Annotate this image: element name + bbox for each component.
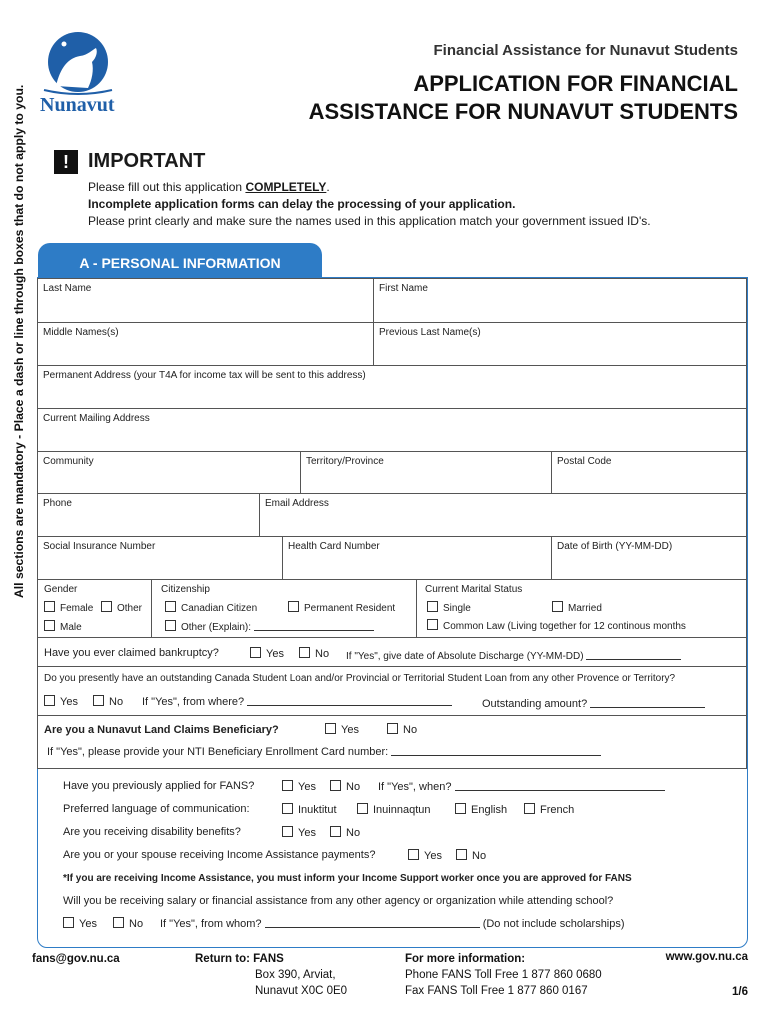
section-a-tab: A - PERSONAL INFORMATION [38,243,322,277]
discharge-date-question[interactable] [346,649,681,662]
discharge-date-line[interactable] [586,649,681,660]
no-label: No [129,918,144,930]
nlc-question: Are you a Nunavut Land Claims Beneficiary? [44,724,279,736]
where-label: If "Yes", from where? [142,696,245,708]
citizenship-other-option[interactable] [165,620,374,633]
no-label: No [346,827,361,839]
single-option[interactable] [427,601,471,614]
checkbox-icon[interactable] [427,601,438,612]
checkbox-icon[interactable] [330,826,341,837]
side-mandatory-note: All sections are mandatory - Place a dash or line through boxes that do not apply to you. [12,84,26,598]
checkbox-icon[interactable] [165,601,176,612]
territory-field[interactable] [300,451,552,494]
common-law-option[interactable] [427,619,686,632]
checkbox-icon[interactable] [357,803,368,814]
return-address-2: Nunavut X0C 0E0 [255,985,348,997]
other-agency-no[interactable] [113,917,143,930]
canadian-label: Canadian Citizen [181,603,258,614]
french-label: French [540,804,575,816]
postal-code-field[interactable] [551,451,747,494]
return-address-1: Box 390, Arviat, [255,969,336,981]
no-label: No [346,781,361,793]
fans-applied-when[interactable] [378,780,665,793]
exclamation-icon: ! [54,150,78,174]
checkbox-icon[interactable] [44,601,55,612]
yes-label: Yes [60,696,78,708]
page-title [309,70,738,126]
disability-question: Are you receiving disability benefits? [63,826,241,838]
no-label: No [315,648,330,660]
loan-where[interactable] [142,695,452,708]
last-name-label: Last Name [43,283,92,294]
disability-yes[interactable] [282,826,316,839]
scholarship-note: (Do not include scholarships) [482,918,625,930]
checkbox-icon[interactable] [330,780,341,791]
yes-label: Yes [79,918,97,930]
checkbox-icon[interactable] [387,723,398,734]
marital-label: Current Marital Status [425,584,523,595]
married-option[interactable] [552,601,602,614]
inuktitut-label: Inuktitut [298,804,337,816]
dob-label: Date of Birth (YY-MM-DD) [557,541,673,552]
email-label: Email Address [265,498,329,509]
canadian-citizen-option[interactable] [165,601,257,614]
footer-return [195,951,347,999]
gender-male-option[interactable] [44,620,82,633]
footer-email-text: fans@gov.nu.ca [32,953,120,965]
permanent-label: Permanent Resident [304,603,396,614]
no-label: No [403,724,418,736]
important-line1-post: . [326,180,330,194]
nunavut-logo [34,28,124,124]
fans-applied-question: Have you previously applied for FANS? [63,780,255,792]
other-agency-question: Will you be receiving salary or financial assistance from any other agency or organization while attending school? [63,895,614,907]
fans-when-line[interactable] [455,780,665,791]
checkbox-icon[interactable] [44,695,55,706]
checkbox-icon[interactable] [101,601,112,612]
checkbox-icon[interactable] [44,620,55,631]
loan-amount[interactable] [482,697,705,710]
website-text: www.gov.nu.ca [665,951,748,963]
married-label: Married [568,603,602,614]
nti-label: If "Yes", please provide your NTI Beneficiary Enrollment Card number: [47,746,389,758]
logo-wordmark: Nunavut [40,94,115,116]
language-french[interactable] [524,803,574,816]
inuinnaqtun-label: Inuinnaqtun [373,804,431,816]
header-subtitle: Financial Assistance for Nunavut Students [433,42,738,59]
community-field[interactable] [37,451,301,494]
first-name-field[interactable] [373,278,747,323]
phone-label: Phone [43,498,72,509]
loan-yes[interactable] [44,695,78,708]
gender-female-option[interactable] [44,601,93,614]
checkbox-icon[interactable] [282,803,293,814]
nti-card-question[interactable] [47,745,601,758]
last-name-field[interactable] [37,278,374,323]
gender-other-option[interactable] [101,601,142,614]
english-label: English [471,804,508,816]
nti-card-line[interactable] [391,745,601,756]
dob-field[interactable] [551,536,747,580]
checkbox-icon[interactable] [282,826,293,837]
language-inuinnaqtun[interactable] [357,803,431,816]
loan-question: Do you presently have an outstanding Canada Student Loan and/or Provincial or Territorial Student Loan from any other Provence or Territory? [44,673,676,684]
checkbox-icon[interactable] [408,849,419,860]
checkbox-icon[interactable] [427,619,438,630]
language-inuktitut[interactable] [282,803,337,816]
no-label: No [109,696,124,708]
yes-label: Yes [341,724,359,736]
nlc-yes[interactable] [325,723,359,736]
nlc-no[interactable] [387,723,417,736]
first-name-label: First Name [379,283,428,294]
permanent-resident-option[interactable] [288,601,395,614]
mailing-address-label: Current Mailing Address [43,413,150,424]
bankruptcy-no[interactable] [299,647,329,660]
health-card-label: Health Card Number [288,541,380,552]
bankruptcy-question: Have you ever claimed bankruptcy? [44,647,219,659]
income-assistance-note: *If you are receiving Income Assistance, you must inform your Income Support worker once you are approved for FANS [63,873,632,884]
language-english[interactable] [455,803,507,816]
checkbox-icon[interactable] [524,803,535,814]
gender-label: Gender [44,584,78,595]
other-agency-whom[interactable] [160,917,625,930]
info-fax: Fax FANS Toll Free 1 877 860 0167 [405,985,588,997]
income-assistance-no[interactable] [456,849,486,862]
page-number-text: 1/6 [732,986,748,998]
footer-email[interactable] [32,951,120,967]
fans-applied-yes[interactable] [282,780,316,793]
income-assistance-question: Are you or your spouse receiving Income Assistance payments? [63,849,376,861]
return-label: Return to: FANS [195,953,284,965]
checkbox-icon[interactable] [113,917,124,928]
yes-label: Yes [266,648,284,660]
income-assistance-yes[interactable] [408,849,442,862]
title-line-1: APPLICATION FOR FINANCIAL [413,71,738,96]
title-line-2: ASSISTANCE FOR NUNAVUT STUDENTS [308,99,738,124]
checkbox-icon[interactable] [552,601,563,612]
checkbox-icon[interactable] [93,695,104,706]
middle-names-label: Middle Names(s) [43,327,119,338]
sin-field[interactable] [37,536,283,580]
amount-label: Outstanding amount? [482,698,588,710]
permanent-address-field[interactable] [37,365,747,409]
other-label: Other [117,603,143,614]
important-line1-pre: Please fill out this application [88,180,246,194]
checkbox-icon[interactable] [325,723,336,734]
previous-last-name-label: Previous Last Name(s) [379,327,481,338]
checkbox-icon[interactable] [165,620,176,631]
checkbox-icon[interactable] [63,917,74,928]
whom-label: If "Yes", from whom? [160,918,262,930]
important-line1-emphasis: COMPLETELY [245,180,327,194]
yes-label: Yes [424,850,442,862]
language-question: Preferred language of communication: [63,803,250,815]
bankruptcy-yes[interactable] [250,647,284,660]
checkbox-icon[interactable] [456,849,467,860]
no-label: No [472,850,487,862]
mailing-address-field[interactable] [37,408,747,452]
disability-no[interactable] [330,826,360,839]
important-line2: Incomplete application forms can delay the processing of your application. [88,197,516,211]
discharge-label: If "Yes", give date of Absolute Discharge (YY-MM-DD) [346,651,584,662]
sin-label: Social Insurance Number [43,541,156,552]
footer-website[interactable] [666,949,748,965]
email-field[interactable] [259,493,747,537]
info-phone: Phone FANS Toll Free 1 877 860 0680 [405,969,602,981]
checkbox-icon[interactable] [455,803,466,814]
community-label: Community [43,456,94,467]
yes-label: Yes [298,827,316,839]
single-label: Single [443,603,471,614]
female-label: Female [60,603,94,614]
phone-field[interactable] [37,493,260,537]
loan-no[interactable] [93,695,123,708]
important-heading: IMPORTANT [88,150,206,172]
postal-code-label: Postal Code [557,456,612,467]
territory-label: Territory/Province [306,456,384,467]
checkbox-icon[interactable] [299,647,310,658]
when-label: If "Yes", when? [378,781,452,793]
checkbox-icon[interactable] [288,601,299,612]
fans-applied-no[interactable] [330,780,360,793]
important-text [88,179,651,230]
loan-amount-line[interactable] [590,697,705,708]
permanent-address-label: Permanent Address (your T4A for income tax will be sent to this address) [43,370,366,381]
health-card-field[interactable] [282,536,552,580]
important-line3: Please print clearly and make sure the names used in this application match your government issued ID's. [88,214,651,228]
info-label: For more information: [405,953,526,965]
checkbox-icon[interactable] [282,780,293,791]
citizenship-other-label: Other (Explain): [181,622,252,633]
checkbox-icon[interactable] [250,647,261,658]
yes-label: Yes [298,781,316,793]
middle-names-field[interactable] [37,322,374,366]
other-agency-yes[interactable] [63,917,97,930]
citizenship-explain-line[interactable] [254,620,374,631]
loan-where-line[interactable] [247,695,452,706]
footer-info [405,951,602,999]
citizenship-label: Citizenship [161,584,210,595]
male-label: Male [60,622,82,633]
other-agency-whom-line[interactable] [265,917,480,928]
previous-last-name-field[interactable] [373,322,747,366]
page-number [732,984,748,1000]
common-law-label: Common Law (Living together for 12 continous months [443,621,686,632]
